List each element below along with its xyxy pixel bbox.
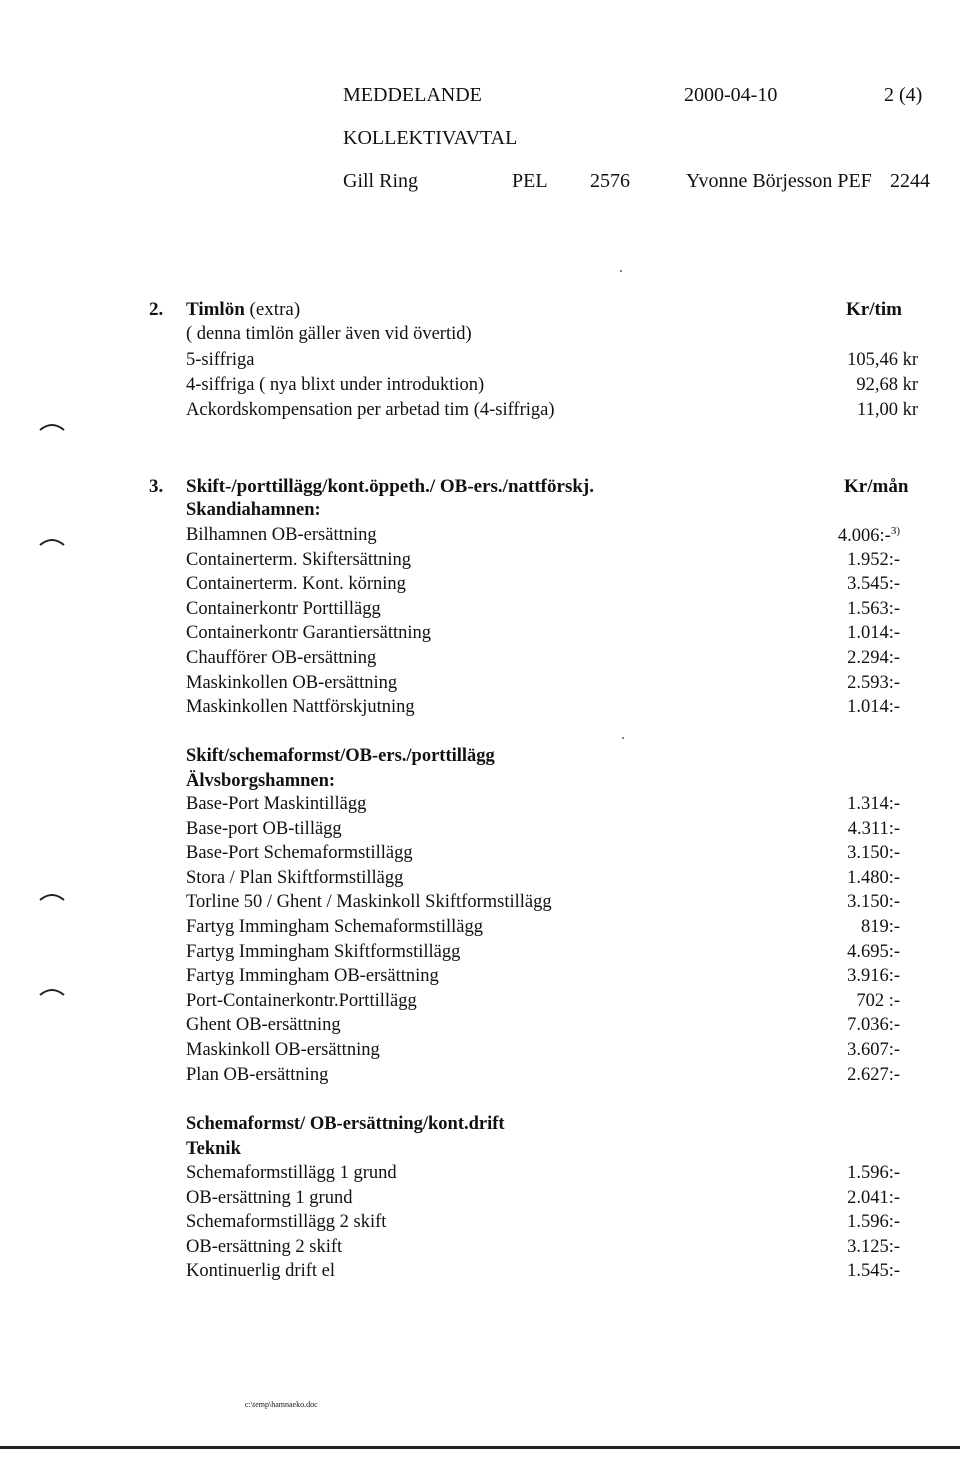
section2-title-rest: (extra) xyxy=(244,299,301,320)
group2-row-value xyxy=(847,1065,900,1086)
group3-row-value xyxy=(847,1261,900,1282)
group1-row-value-text: 1.563:- xyxy=(847,598,900,619)
group2-row-label: Fartyg Immingham Skiftformstillägg xyxy=(186,941,461,962)
group1-row-label: Chaufförer OB-ersättning xyxy=(186,648,377,668)
group2-row xyxy=(186,843,926,867)
group2-row-value-text: 4.695:- xyxy=(847,941,900,962)
group1-row xyxy=(186,525,926,549)
group2-row-label: Base-Port Maskintillägg xyxy=(186,794,367,814)
group2-row-value xyxy=(847,942,900,963)
group2-row-label: Port-Containerkontr.Porttillägg xyxy=(186,990,417,1011)
group2-row-value-text: 702 :- xyxy=(856,990,900,1011)
group1-row-label: Containerterm. Skiftersättning xyxy=(186,549,412,570)
scan-speck xyxy=(620,270,622,272)
page-number: 2 (4) xyxy=(884,84,923,106)
group2-row-value-text: 4.311:- xyxy=(847,818,900,839)
group1-row-value xyxy=(838,525,900,547)
section2-row xyxy=(186,375,926,399)
group2-row-value xyxy=(847,843,900,864)
group1-row xyxy=(186,550,926,574)
group3-row-value-text: 1.596:- xyxy=(847,1163,900,1183)
group2-row xyxy=(186,1015,926,1039)
group3-row xyxy=(186,1163,926,1187)
group1-row-value xyxy=(847,599,900,620)
section2-row xyxy=(186,400,926,424)
group1-row xyxy=(186,574,926,598)
group3-row-value xyxy=(847,1212,900,1233)
group1-row-label: Maskinkollen Nattförskjutning xyxy=(186,697,415,718)
group3-row-label: OB-ersättning 1 grund xyxy=(186,1187,353,1208)
group3-row-value-text: 1.596:- xyxy=(847,1212,900,1233)
group1-row-value xyxy=(847,623,900,644)
section2-row xyxy=(186,350,926,374)
group2-row-value xyxy=(847,868,900,889)
group1-row xyxy=(186,673,926,697)
group3-row xyxy=(186,1212,926,1236)
group2-row-value-text: 1.480:- xyxy=(847,867,900,888)
group1-row-value xyxy=(847,574,900,595)
section2-row-value: 11,00 kr xyxy=(857,400,918,420)
margin-mark xyxy=(38,985,66,997)
margin-mark xyxy=(38,890,66,902)
group3-row xyxy=(186,1261,926,1285)
group2-row-value xyxy=(848,819,900,840)
group1-row-value-text: 2.294:- xyxy=(847,648,900,668)
group2-row xyxy=(186,966,926,990)
group1-row-value xyxy=(847,673,900,694)
group2-row xyxy=(186,1040,926,1064)
group3-heading: Teknik xyxy=(186,1139,241,1159)
group3-row-label: Schemaformstillägg 2 skift xyxy=(186,1212,387,1233)
group2-row-label: Fartyg Immingham OB-ersättning xyxy=(186,966,439,987)
group3-row-label: Kontinuerlig drift el xyxy=(186,1261,335,1282)
group2-row-value xyxy=(861,917,900,938)
group3-row-value-text: 3.125:- xyxy=(847,1236,900,1257)
section2-note: ( denna timlön gäller även vid övertid) xyxy=(186,324,472,344)
group2-row-value xyxy=(847,1040,900,1061)
contact2-ext: 2244 xyxy=(890,170,930,192)
group2-row-value-text: 1.314:- xyxy=(847,794,900,814)
group3-row-label: Schemaformstillägg 1 grund xyxy=(186,1163,397,1183)
group1-row-footnote: 3) xyxy=(890,525,900,537)
group2-row xyxy=(186,819,926,843)
section2-title-bold: Timlön xyxy=(186,299,245,320)
group1-heading: Skandiahamnen: xyxy=(186,500,321,520)
group2-row xyxy=(186,868,926,892)
group2-row-label: Ghent OB-ersättning xyxy=(186,1015,341,1036)
group1-row-label: Maskinkollen OB-ersättning xyxy=(186,672,398,693)
group2-row-value xyxy=(847,966,900,987)
group2-row-value xyxy=(847,1015,900,1036)
footer-filename: c:\temp\hamnaeko.doc xyxy=(245,1400,318,1409)
contact1-dept: PEL xyxy=(512,170,548,192)
bottom-rule xyxy=(0,1446,960,1449)
group1-row-label: Containerkontr Porttillägg xyxy=(186,598,381,619)
document-date: 2000-04-10 xyxy=(684,84,778,106)
group1-row xyxy=(186,599,926,623)
group2-title: Skift/schemaformst/OB-ers./porttillägg xyxy=(186,746,495,766)
group3-row-label: OB-ersättning 2 skift xyxy=(186,1236,343,1257)
group3-title: Schemaformst/ OB-ersättning/kont.drift xyxy=(186,1114,505,1134)
section2-row-label: 4-siffriga ( nya blixt under introduktion) xyxy=(186,375,485,395)
section2-row-value: 92,68 kr xyxy=(856,375,918,395)
section2-row-label: 5-siffriga xyxy=(186,350,255,370)
group1-row-label: Bilhamnen OB-ersättning xyxy=(186,525,377,545)
group2-row xyxy=(186,917,926,941)
group2-row-value xyxy=(847,794,900,815)
section2-title xyxy=(186,299,300,321)
group2-row-value-text: 7.036:- xyxy=(847,1015,900,1036)
group2-row-label: Stora / Plan Skiftformstillägg xyxy=(186,867,404,888)
group1-row-value xyxy=(847,550,900,571)
group2-row-value-text: 2.627:- xyxy=(847,1064,900,1085)
group2-row-label: Fartyg Immingham Schemaformstillägg xyxy=(186,917,483,937)
group3-row-value-text: 2.041:- xyxy=(847,1187,900,1208)
section2-number: 2. xyxy=(149,299,164,320)
group2-row xyxy=(186,892,926,916)
group1-row-value-text: 4.006:- xyxy=(837,526,891,547)
group3-row xyxy=(186,1237,926,1261)
group1-row-value xyxy=(847,697,900,718)
group1-row xyxy=(186,648,926,672)
group1-row-label: Containerkontr Garantiersättning xyxy=(186,623,432,644)
group2-row-value xyxy=(856,991,900,1012)
group3-row-value xyxy=(847,1237,900,1258)
section2-row-label: Ackordskompensation per arbetad tim (4-siffriga) xyxy=(186,400,555,420)
margin-mark xyxy=(38,535,66,547)
group3-row-value xyxy=(847,1163,900,1184)
group2-row-value-text: 3.150:- xyxy=(847,892,900,913)
section3-unit: Kr/mån xyxy=(844,476,909,497)
section2-row-value: 105,46 kr xyxy=(847,350,918,370)
section3-title: Skift-/porttillägg/kont.öppeth./ OB-ers./nattförskj. xyxy=(186,476,594,497)
group1-row-value xyxy=(847,648,900,669)
group1-row-value-text: 3.545:- xyxy=(847,574,900,595)
group2-row-label: Torline 50 / Ghent / Maskinkoll Skiftformstillägg xyxy=(186,892,552,913)
group2-row xyxy=(186,991,926,1015)
group1-row xyxy=(186,623,926,647)
section3-number: 3. xyxy=(149,476,164,497)
contact1-ext: 2576 xyxy=(590,170,630,192)
contact2-name: Yvonne Börjesson PEF xyxy=(686,170,872,192)
group2-row-value-text: 819:- xyxy=(860,917,900,937)
group3-row-value xyxy=(847,1188,900,1209)
margin-mark xyxy=(38,420,66,432)
group2-row-label: Plan OB-ersättning xyxy=(186,1064,329,1085)
group2-row xyxy=(186,794,926,818)
group1-row-label: Containerterm. Kont. körning xyxy=(186,574,406,595)
document-title: MEDDELANDE xyxy=(343,84,482,106)
group1-row-value-text: 1.952:- xyxy=(847,549,900,570)
section2-unit: Kr/tim xyxy=(846,299,902,320)
group2-row-value-text: 3.916:- xyxy=(847,966,900,987)
group2-heading: Älvsborgshamnen: xyxy=(186,771,336,791)
group2-row-value xyxy=(847,892,900,913)
group2-row-label: Base-port OB-tillägg xyxy=(186,818,342,839)
contact1-name: Gill Ring xyxy=(343,170,419,192)
group3-row-value-text: 1.545:- xyxy=(847,1261,900,1282)
group2-row-value-text: 3.607:- xyxy=(847,1040,900,1060)
group2-row-label: Base-Port Schemaformstillägg xyxy=(186,843,413,864)
group2-row xyxy=(186,1065,926,1089)
group3-row xyxy=(186,1188,926,1212)
document-subtitle: KOLLEKTIVAVTAL xyxy=(343,127,518,149)
group1-row-value-text: 2.593:- xyxy=(847,672,900,693)
group1-row xyxy=(186,697,926,721)
scan-speck xyxy=(622,737,624,739)
group2-row-value-text: 3.150:- xyxy=(847,843,900,864)
group2-row-label: Maskinkoll OB-ersättning xyxy=(186,1040,380,1060)
group1-row-value-text: 1.014:- xyxy=(847,623,900,644)
group1-row-value-text: 1.014:- xyxy=(847,697,900,718)
group2-row xyxy=(186,942,926,966)
